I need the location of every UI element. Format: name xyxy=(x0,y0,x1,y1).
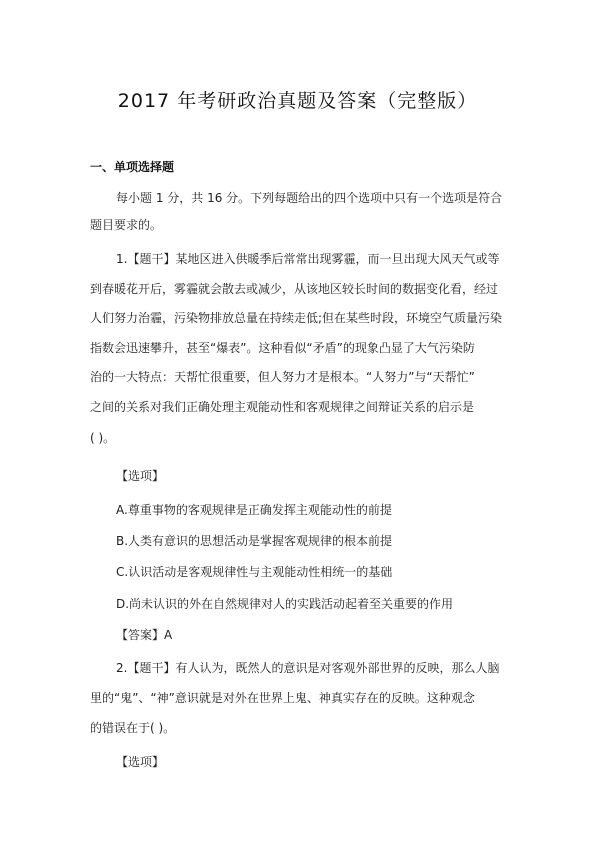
question-1-stem-line: 1.【题干】某地区进入供暖季后常常出现雾霾，而一旦出现大风天气或等 xyxy=(116,252,500,266)
question-1-stem-line: 之间的关系对我们正确处理主观能动性和客观规律之间辩证关系的启示是 xyxy=(90,400,475,414)
question-2-stem-line: 的错误在于( )。 xyxy=(90,721,176,735)
question-1-answer: 【答案】A xyxy=(116,628,173,642)
question-2-options-label: 【选项】 xyxy=(116,755,165,769)
document-title: 2017 年考研政治真题及答案（完整版） xyxy=(117,90,478,112)
question-1-option-d: D.尚未认识的外在自然规律对人的实践活动起着至关重要的作用 xyxy=(116,597,454,611)
question-2-stem-line: 2.【题干】有人认为，既然人的意识是对客观外部世界的反映，那么人脑 xyxy=(116,661,500,675)
intro-line: 每小题 1 分，共 16 分。下列每题给出的四个选项中只有一个选项是符合 xyxy=(116,191,503,205)
question-1-option-b: B.人类有意识的思想活动是掌握客观规律的根本前提 xyxy=(116,534,393,548)
question-1-option-a: A.尊重事物的客观规律是正确发挥主观能动性的前提 xyxy=(116,503,392,517)
question-1-stem-line: 指数会迅速攀升，甚至“爆表”。这种看似“矛盾”的现象凸显了大气污染防 xyxy=(90,341,475,355)
question-1-stem-line: ( )。 xyxy=(90,431,116,445)
section-heading: 一、单项选择题 xyxy=(90,160,175,174)
question-2-stem-line: 里的“鬼”、“神”意识就是对外在世界上鬼、神真实存在的反映。这种观念 xyxy=(90,691,475,705)
question-1-options-label: 【选项】 xyxy=(116,469,165,483)
intro-line: 题目要求的。 xyxy=(90,218,163,232)
question-1-option-c: C.认识活动是客观规律性与主观能动性相统一的基础 xyxy=(116,565,393,579)
question-1-stem-line: 人们努力治霾，污染物排放总量在持续走低;但在某些时段，环境空气质量污染 xyxy=(90,311,503,325)
question-1-stem-line: 治的一大特点：天帮忙很重要，但人努力才是根本。“人努力”与“天帮忙” xyxy=(90,370,475,384)
question-1-stem-line: 到春暖花开后，雾霾就会散去或减少，从该地区较长时间的数据变化看，经过 xyxy=(90,282,499,296)
